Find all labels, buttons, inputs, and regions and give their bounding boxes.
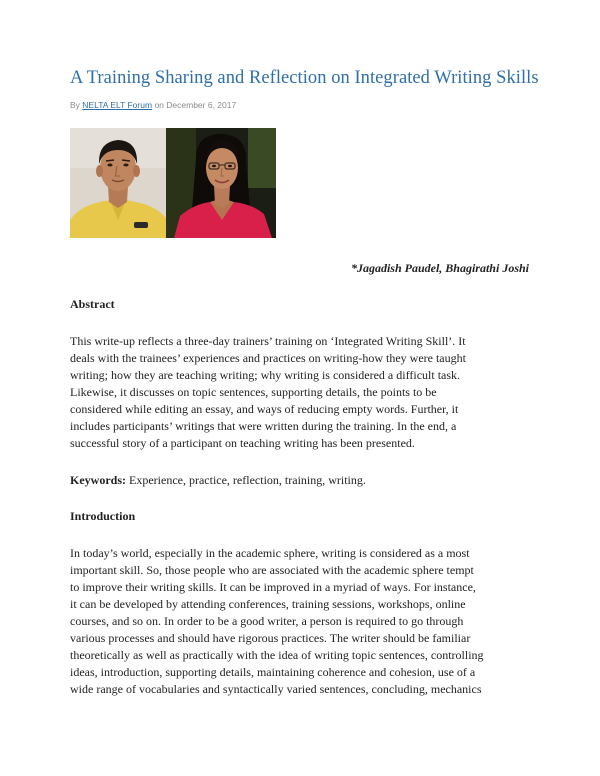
intro-line: In today’s world, especially in the academic sphere, writing is considered as a most [70,546,470,560]
intro-line: it can be developed by attending conferences, training sessions, workshops, online [70,597,466,611]
byline-prefix: By [70,100,80,110]
intro-line: wide range of vocabularies and syntactically varied sentences, concluding, mechanics [70,682,482,696]
introduction-paragraph [70,545,542,698]
author-photo-jagadish [70,128,166,238]
keywords [70,473,366,488]
intro-line: various processes and should have rigorous practices. The writer should be familiar [70,631,471,645]
keywords-label: Keywords: [70,473,126,487]
keywords-text: Experience, practice, reflection, training, writing. [129,473,366,487]
abstract-line: This write-up reflects a three-day trainers’ training on ‘Integrated Writing Skill’. It [70,334,466,348]
article-title: A Training Sharing and Reflection on Integrated Writing Skills [70,68,539,88]
abstract-line: includes participants’ writings that were written during the training. In the end, a [70,419,457,433]
byline [70,100,236,110]
abstract-heading: Abstract [70,297,115,311]
abstract-line: Likewise, it discusses on topic sentences, supporting details, the points to be [70,385,437,399]
abstract-line: successful story of a participant on teaching writing has been presented. [70,436,415,450]
author-credit: *Jagadish Paudel, Bhagirathi Joshi [350,261,529,275]
abstract-line: deals with the trainees’ experiences and practices on writing-how they were taught [70,351,466,365]
byline-date-prefix: on [154,100,164,110]
intro-line: ideas, introduction, supporting details, maintaining coherence and cohesion, use of a [70,665,476,679]
intro-line: courses, and so on. In order to be a good writer, a person is required to go through [70,614,464,628]
intro-line: to improve their writing skills. It can be improved in a myriad of ways. For instance, [70,580,476,594]
abstract-paragraph [70,333,542,452]
intro-line: important skill. So, those people who are associated with the academic sphere tempt [70,563,474,577]
intro-line: theoretically as well as practically with the idea of writing topic sentences, controlling [70,648,484,662]
byline-date: December 6, 2017 [166,100,237,110]
introduction-heading: Introduction [70,509,136,523]
abstract-line: writing; how they are teaching writing; why writing is considered a difficult task. [70,368,461,382]
abstract-line: considered while editing an essay, and ways of reducing empty words. Further, it [70,402,459,416]
author-photo-bhagirathi [166,128,276,238]
author-link[interactable]: NELTA ELT Forum [82,100,153,110]
